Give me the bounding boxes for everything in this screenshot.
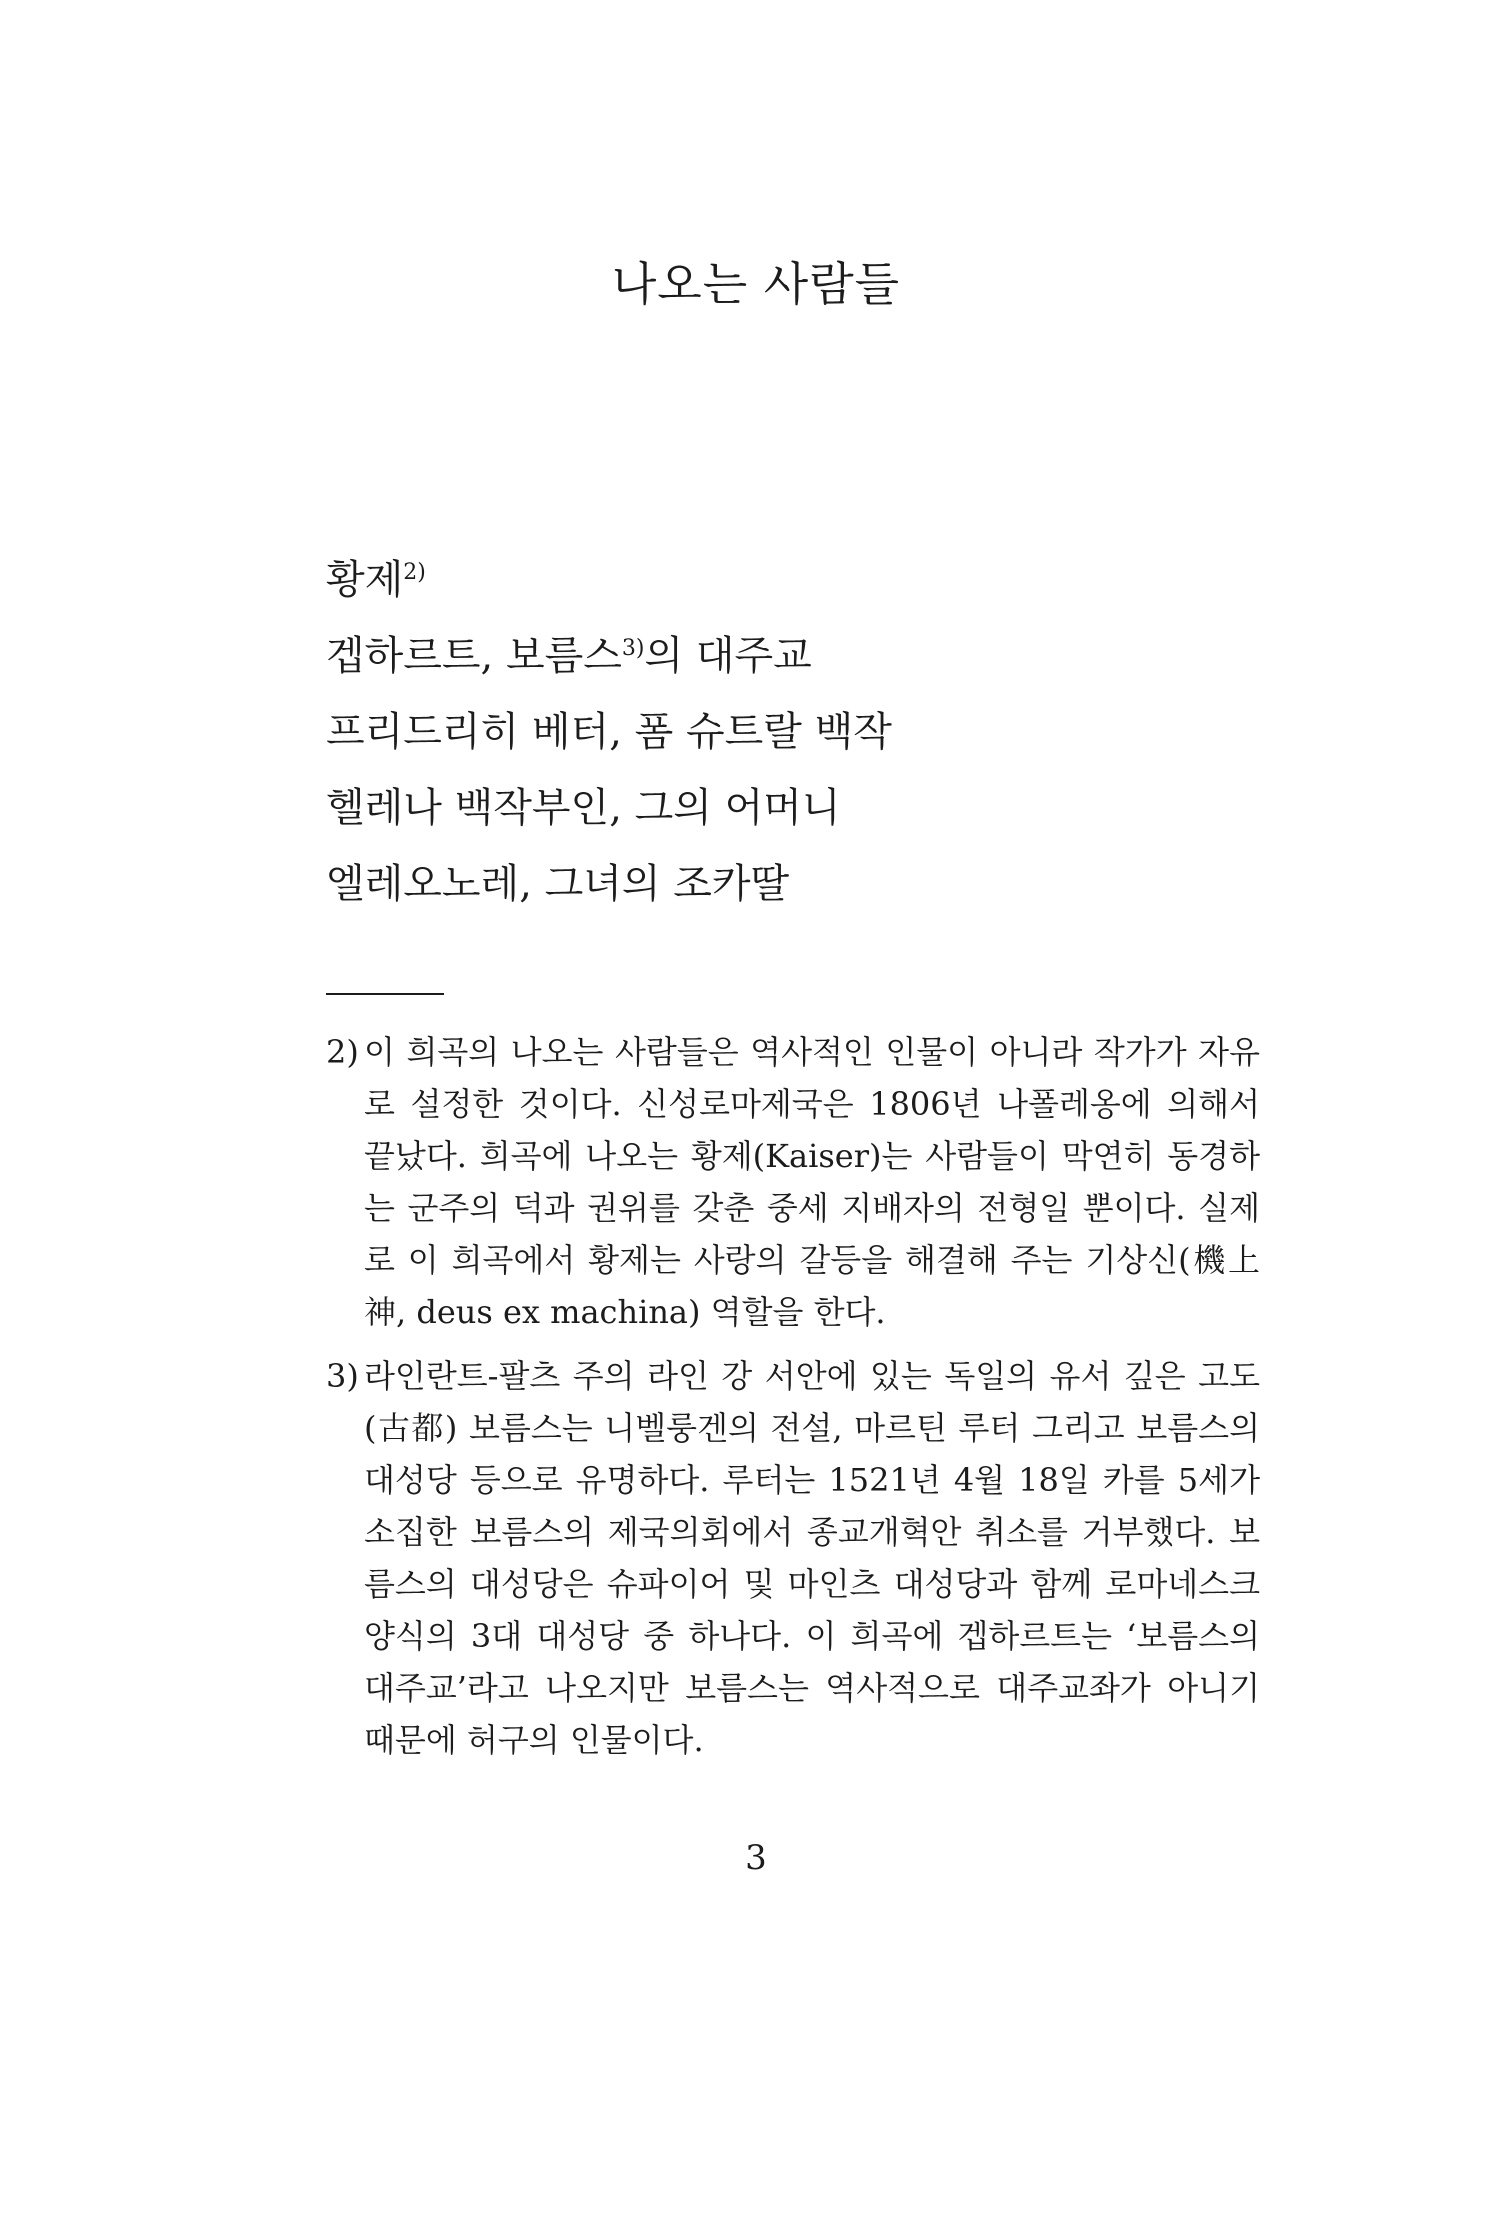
cast-item-niece: [326, 846, 1326, 922]
page-number: 3: [745, 1838, 767, 1878]
cast-name: 프리드리히 베터, 폼 슈트랄 백작: [326, 709, 892, 755]
cast-item-emperor: [326, 542, 1326, 618]
cast-role: 의 대주교: [644, 633, 812, 679]
footnote-text: 라인란트-팔츠 주의 라인 강 서안에 있는 독일의 유서 깊은 고도(古都) 보름스는 니벨룽겐의 전설, 마르틴 루터 그리고 보름스의 대성당 등으로 유명하다. 루터는 1521년 4월 18일 카를 5세가 소집한 보름스의 제국의회에서 종교개혁안 취소를 거부했다. 보름스의 대성당은 슈파이어 및 마인츠 대성당과 함께 로마네스크 양식의 3대 대성당 중 하나다. 이 희곡에 겝하르트는 ‘보름스의 대주교’라고 나오지만 보름스는 역사적으로 대주교좌가 아니기 때문에 허구의 인물이다.: [364, 1357, 1260, 1759]
cast-name: 겝하르트, 보름스: [326, 633, 622, 679]
page-title: 나오는 사람들: [611, 257, 901, 311]
cast-name: 황제: [326, 557, 404, 603]
footnote-ref-2[interactable]: 2): [403, 560, 426, 585]
footnote-number: 3): [326, 1357, 359, 1395]
footnote-number: 2): [326, 1033, 359, 1071]
footnote-text: 이 희곡의 나오는 사람들은 역사적인 인물이 아니라 작가가 자유로 설정한 것이다. 신성로마제국은 1806년 나폴레옹에 의해서 끝났다. 희곡에 나오는 황제(Kaiser)는 사람들이 막연히 동경하는 군주의 덕과 권위를 갖춘 중세 지배자의 전형일 뿐이다. 실제로 이 희곡에서 황제는 사랑의 갈등을 해결해 주는 기상신(機上神, deus ex machina) 역할을 한다.: [364, 1033, 1260, 1331]
footnote-2: [326, 1026, 1260, 1338]
footnote-3: [326, 1350, 1260, 1766]
footnote-divider: [326, 993, 444, 995]
cast-list: [326, 542, 1326, 922]
cast-item-archbishop: [326, 618, 1326, 694]
cast-item-countess: [326, 770, 1326, 846]
cast-item-count: [326, 694, 1326, 770]
cast-name: 헬레나 백작부인, 그의 어머니: [326, 785, 841, 831]
footnotes: [326, 1026, 1260, 1778]
cast-name: 엘레오노레, 그녀의 조카딸: [326, 861, 790, 907]
footnote-ref-3[interactable]: 3): [621, 636, 645, 661]
